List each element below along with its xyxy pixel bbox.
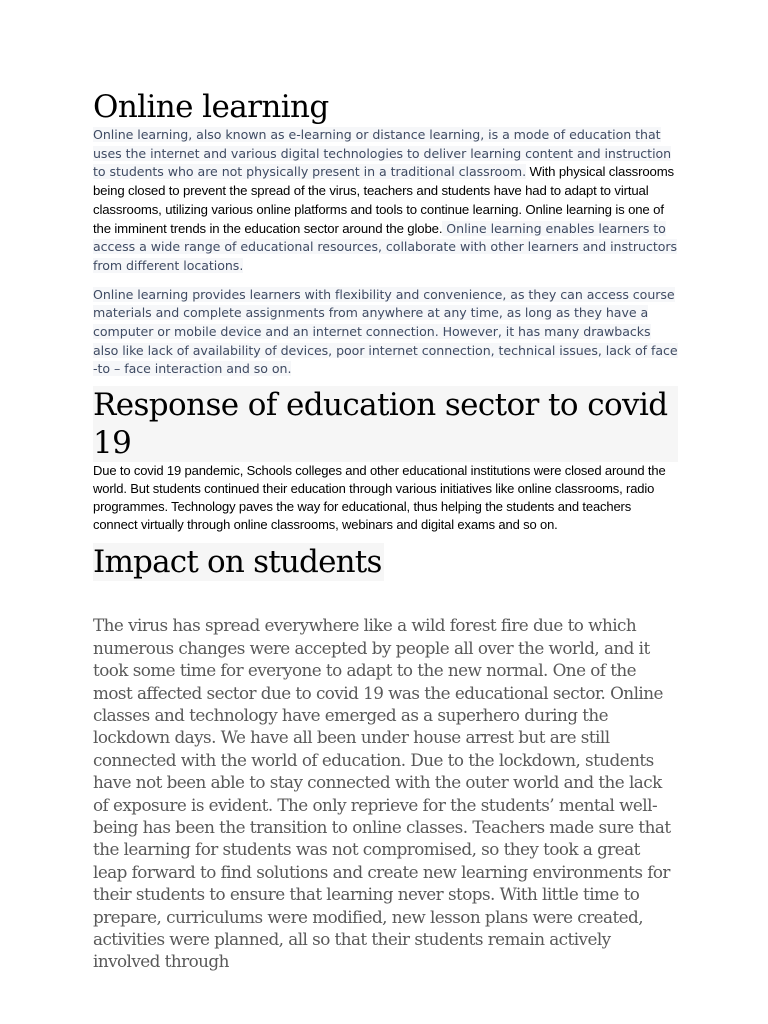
paragraph-intro-end-highlighted: Online learning enables learners to access a wide range of educational resources, collaborate with other learners and instructors from different locations. [93,220,678,273]
paragraph-intro-highlighted: Online learning, also known as e-learning or distance learning, is a mode of education that uses the internet and various digital technologies to deliver learning content and instruction to students who are not physically present in a traditional classroom. [93,127,672,180]
paragraph-benefits-text: Online learning provides learners with flexibility and convenience, as they can access course materials and complete assignments from anywhere at any time, as long as they have a computer or mobile device and an internet connection. However, it has many drawbacks also like lack of availability of devices, poor internet connection, technical issues, lack of face -to – face interaction and so on. [93,286,678,377]
paragraph-online-learning-benefits [93,286,678,380]
paragraph-response-covid: Due to covid 19 pandemic, Schools colleges and other educational institutions were closed around the world. But students continued their education through various initiatives like online classrooms, radio programmes. Technology paves the way for educational, thus helping the students and teachers connect virtually through online classrooms, webinars and digital exams and so on. [93,463,666,532]
heading-online-learning: Online learning [93,89,329,125]
heading-impact-on-students: Impact on students [93,544,382,581]
document-page [93,88,678,973]
paragraph-impact-on-students: The virus has spread everywhere like a wild forest fire due to which numerous changes were accepted by people all over the world, and it took some time for everyone to adapt to the new normal. One of the most affected sector due to covid 19 was the educational sector. Online classes and technology have emerged as a superhero during the lockdown days. We have all been under house arrest but are still connected with the world of education. Due to the lockdown, students have not been able to stay connected with the outer world and the lack of exposure is evident. The only reprieve for the students’ mental well-being has been the transition to online classes. Teachers made sure that the learning for students was not compromised, so they took a great leap forward to find solutions and create new learning environments for their students to ensure that learning never stops. With little time to prepare, curriculums were modified, new lesson plans were created, activities were planned, all so that their students remain actively involved through [93,615,671,972]
paragraph-intro-dark-text: With physical classrooms being closed to prevent the spread of the virus, teachers and students have had to adapt to virtual classrooms, utilizing various online platforms and tools to continue learning. Online learning is one of the imminent trends in the education sector around the globe. [93,164,674,236]
heading-response-covid: Response of education sector to covid 19 [93,386,678,462]
paragraph-online-learning-intro [93,126,678,276]
